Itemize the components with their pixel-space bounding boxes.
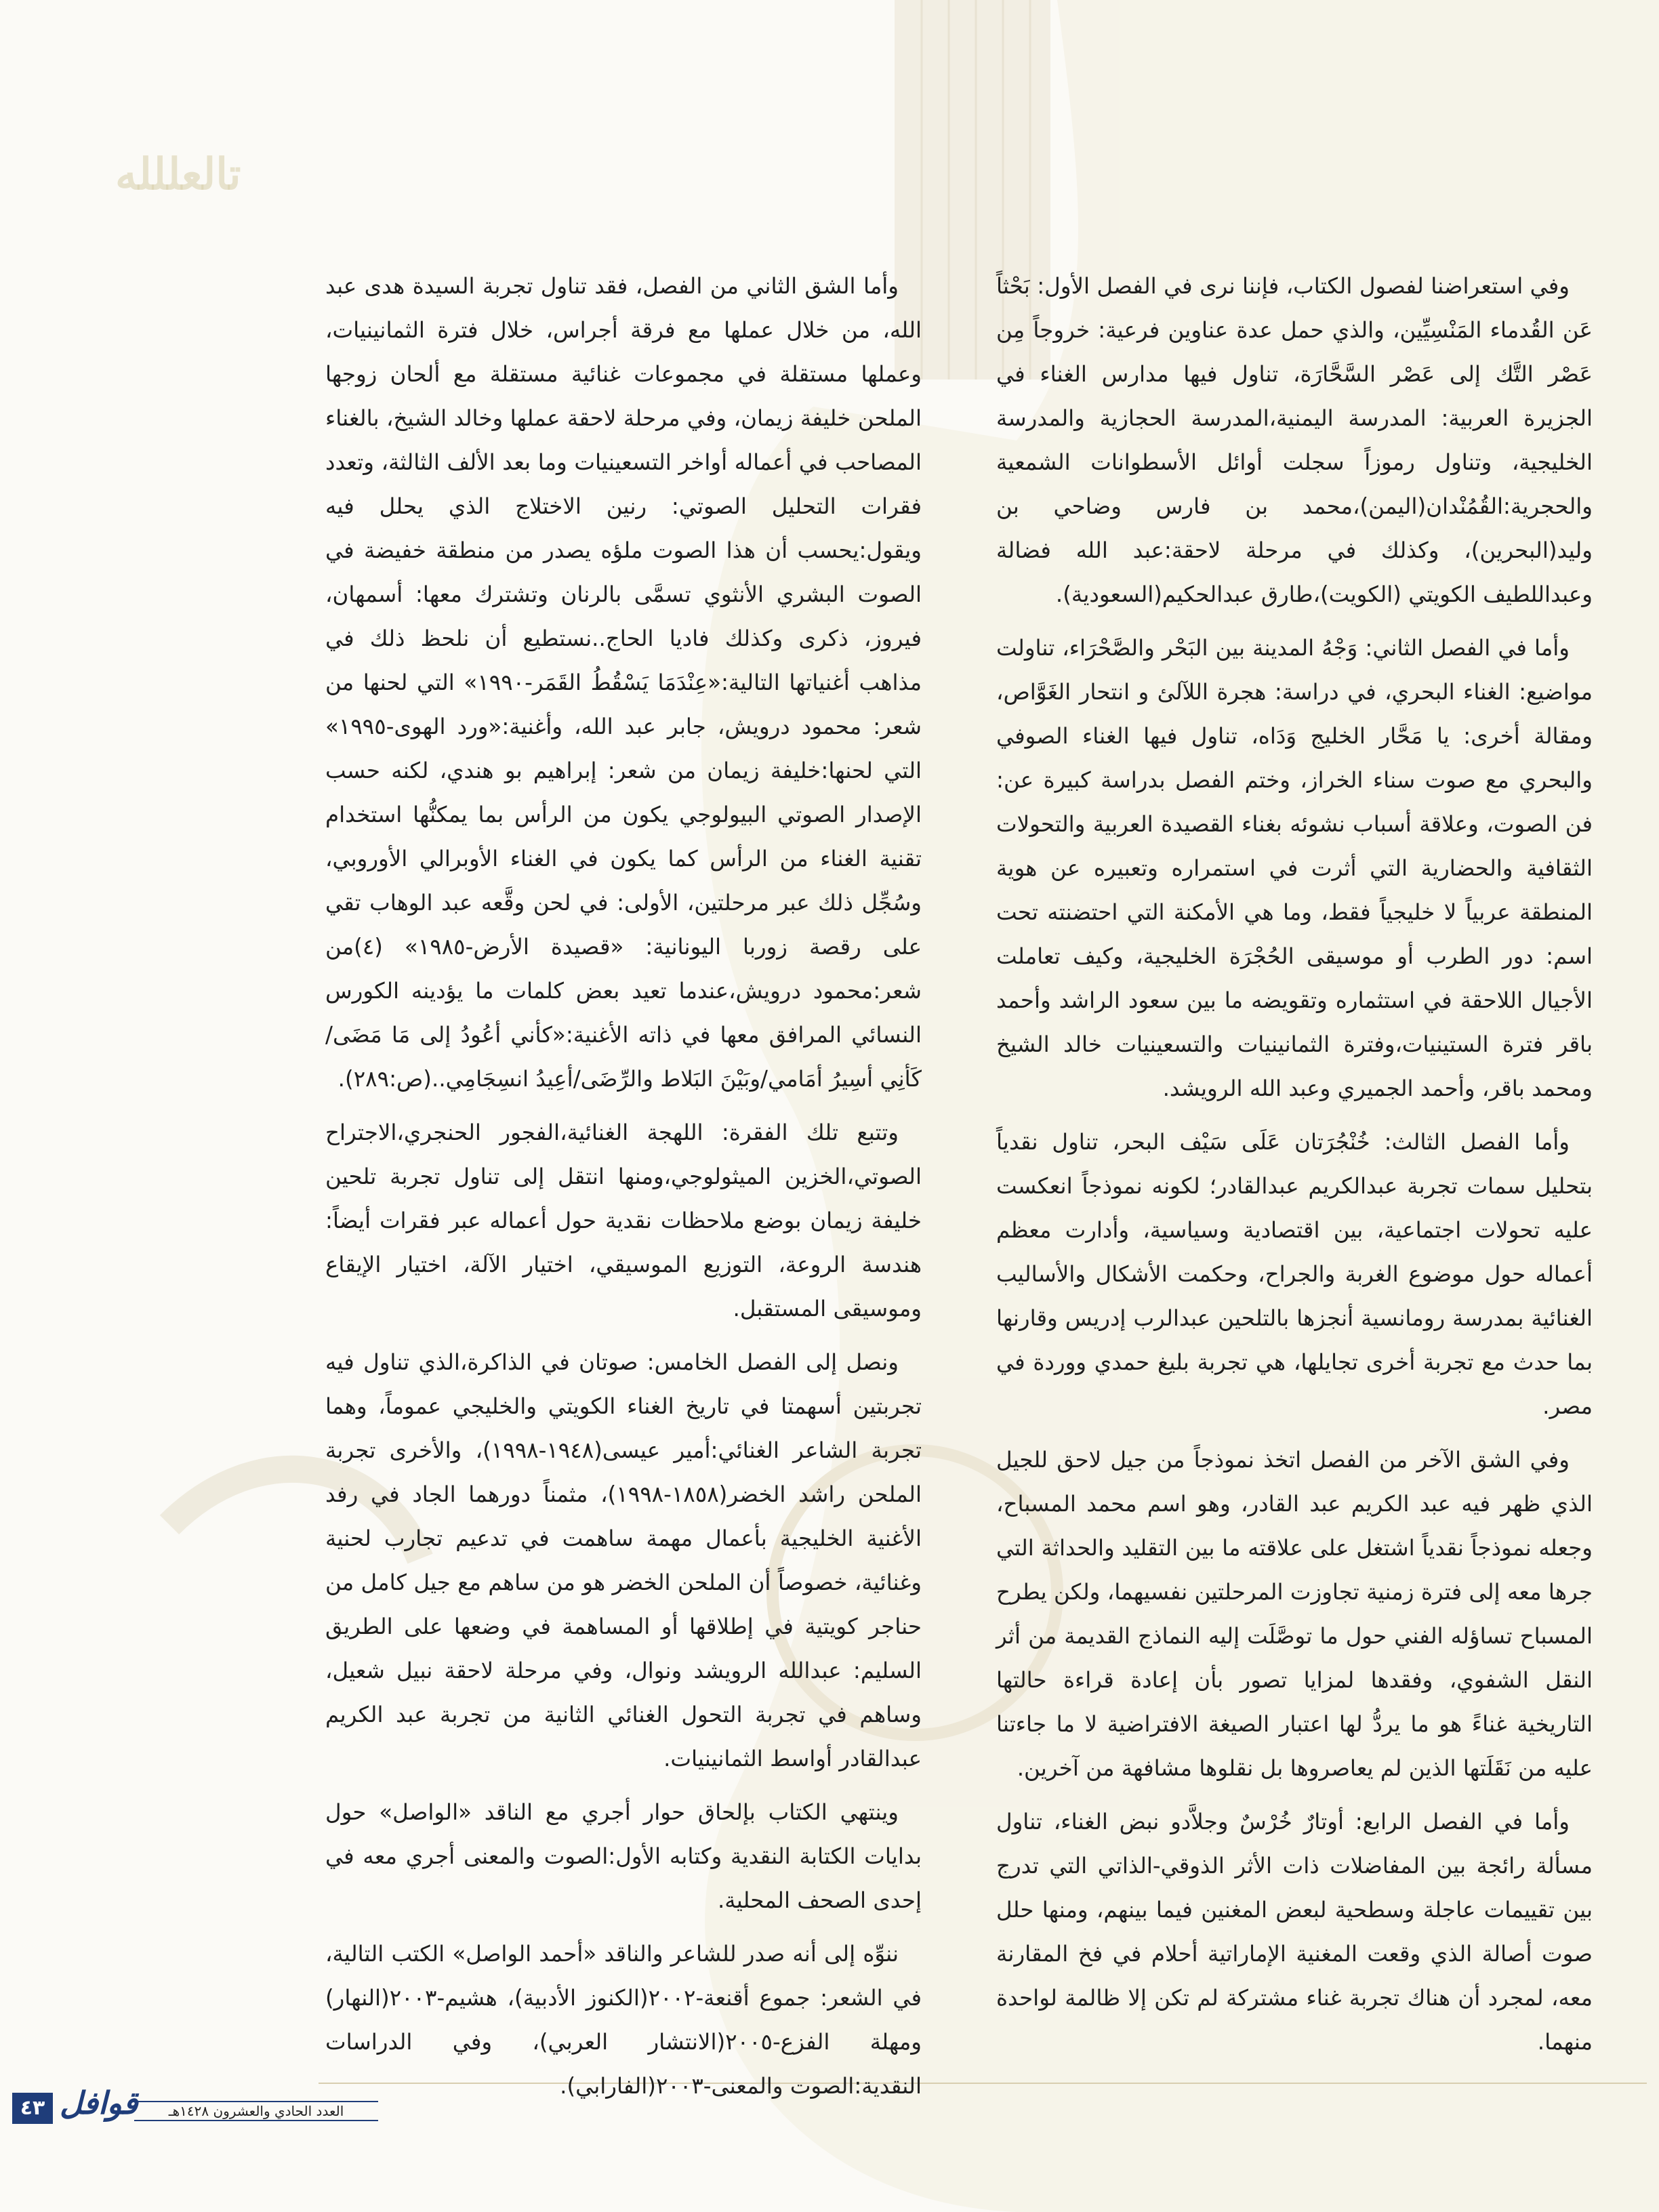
paragraph: وفي الشق الآخر من الفصل اتخذ نموذجاً من جيل لاحق للجيل الذي ظهر فيه عبد الكريم عبد القادر، وهو اسم محمد المسباح، وجعله نموذجاً نقدياً اشتغل على علاقته ما بين التقليد والحداثة التي جرها معه إلى فترة زمنية تجاوزت المرحلتين نفسيهما، ولكن يطرح المسباح تساؤله الفني حول ما توصَّلَت إليه النماذج القديمة من أثر النقل الشفوي، وفقدها لمزايا تصور بأن إعادة قراءة حالتها التاريخية غناءً هو ما يردُّ لها اعتبار الصيغة الافتراضية لا ما جاءتنا عليه من نَقَلَتها الذين لم يعاصروها بل نقلوها مشافهة من آخرين. xyxy=(996,1447,1593,1781)
article-column-left xyxy=(325,264,922,2118)
paragraph: ننوِّه إلى أنه صدر للشاعر والناقد «أحمد الواصل» الكتب التالية، في الشعر: جموع أقنعة-٢٠٠٢(الكنوز الأدبية)، هشيم-٢٠٠٣(النهار) ومهلة الفزع-٢٠٠٥(الانتشار العربي)، وفي الدراسات النقدية:الصوت والمعنى-٢٠٠٣(الفارابي). xyxy=(325,1941,922,2099)
magazine-logo: قوافل xyxy=(60,2085,138,2121)
paragraph: وأما الفصل الثالث: خُنْجُرَتان عَلَى سَيْف البحر، تناول نقدياً بتحليل سمات تجربة عبدالكريم عبدالقادر؛ لكونه نموذجاً انعكست عليه تحولات اجتماعية، بين اقتصادية وسياسية، وأدارت معظم أعماله حول موضوع الغربة والجراح، وحكمت الأشكال والأساليب الغنائية بمدرسة رومانسية أنجزها بالتلحين عبدالرب إدريس وقارنها بما حدث مع تجربة أخرى تجايلها، هي تجربة بليغ حمدي ووردة في مصر. xyxy=(996,1129,1593,1419)
article-column-right xyxy=(996,264,1593,2074)
paragraph: وتتبع تلك الفقرة: اللهجة الغنائية،الفجور الحنجري،الاجتراح الصوتي،الخزين الميثولوجي،ومنها انتقل إلى تناول تجربة تلحين خليفة زيمان بوضع ملاحظات نقدية حول أعماله عبر فقرات أيضاً: هندسة الروعة، التوزيع الموسيقي، اختيار الآلة، اختيار الإيقاع وموسيقى المستقبل. xyxy=(325,1120,922,1322)
page-number: ٤٣ xyxy=(12,2093,53,2124)
paragraph: وأما في الفصل الثاني: وَجْهُ المدينة بين البَحْر والصَّحْرَاء، تناولت مواضيع: الغناء البحري، في دراسة: هجرة اللآلئ و انتحار الغَوَّاص، ومقالة أخرى: يا مَحَّار الخليج وَدَاه، تناول فيها الغناء الصوفي والبحري مع صوت سناء الخراز، وختم الفصل بدراسة كبيرة عن: فن الصوت، وعلاقة أسباب نشوئه بغناء القصيدة العربية والتحولات الثقافية والحضارية التي أثرت في استمراره وتعبيره عن هوية المنطقة عربياً لا خليجياً فقط، وما هي الأمكنة التي احتضنته تحت اسم: دور الطرب أو موسيقى الحُجْرَة الخليجية، وكيف تعاملت الأجيال اللاحقة في استثماره وتقويضه ما بين سعود الراشد وأحمد باقر فترة الستينيات،وفترة الثمانينيات والتسعينيات خالد الشيخ ومحمد باقر، وأحمد الجميري وعبد الله الرويشد. xyxy=(996,635,1593,1101)
paragraph: وفي استعراضنا لفصول الكتاب، فإننا نرى في الفصل الأول: بَحْثاً عَن القُدماء المَنْسِيِّين، والذي حمل عدة عناوين فرعية: خروجاً مِن عَصْر التَّك إلى عَصْر السَّحَّارَة، تناول فيها مدارس الغناء في الجزيرة العربية: المدرسة اليمنية،المدرسة الحجازية والمدرسة الخليجية، وتناول رموزاً سجلت أوائل الأسطوانات الشمعية والحجرية:القُمُنْدان(اليمن)،محمد بن فارس وضاحي بن وليد(البحرين)، وكذلك في مرحلة لاحقة:عبد الله فضالة وعبداللطيف الكويتي (الكويت)،طارق عبدالحكيم(السعودية). xyxy=(996,273,1593,607)
paragraph: وأما في الفصل الرابع: أوتارٌ خُرْسٌ وجلاَّدو نبض الغناء، تناول مسألة رائجة بين المفاضلات ذات الأثر الذوقي-الذاتي التي تدرج بين تقييمات عاجلة وسطحية لبعض المغنين فيما بينهم، ومنها حلل صوت أصالة الذي وقعت المغنية الإماراتية أحلام في فخ المقارنة معه، لمجرد أن هناك تجربة غناء مشتركة لم تكن إلا ظالمة لواحدة منهما. xyxy=(996,1809,1593,2055)
watermark-logo: تالعللله xyxy=(115,149,241,200)
paragraph: وينتهي الكتاب بإلحاق حوار أجري مع الناقد «الواصل» حول بدايات الكتابة النقدية وكتابه الأول:الصوت والمعنى أجري معه في إحدى الصحف المحلية. xyxy=(325,1799,922,1913)
paragraph: ونصل إلى الفصل الخامس: صوتان في الذاكرة،الذي تناول فيه تجربتين أسهمتا في تاريخ الغناء الكويتي والخليجي عموماً، وهما تجربة الشاعر الغنائي:أمير عيسى(١٩٤٨-١٩٩٨)، والأخرى تجربة الملحن راشد الخضر(١٨٥٨-١٩٩٨)، مثمناً دورهما الجاد في رفد الأغنية الخليجية بأعمال مهمة ساهمت في تدعيم تجارب لحنية وغنائية، خصوصاً أن الملحن الخضر هو من ساهم مع جيل كامل من حناجر كويتية في إطلاقها أو المساهمة في وضعها على الطريق السليم: عبدالله الرويشد ونوال، وفي مرحلة لاحقة نبيل شعيل، وساهم في تجربة التحول الغنائي الثانية من تجربة عبد الكريم عبدالقادر أواسط الثمانينيات. xyxy=(325,1349,922,1771)
issue-label: العدد الحادي والعشرون ١٤٢٨هـ xyxy=(134,2101,378,2121)
paragraph: وأما الشق الثاني من الفصل، فقد تناول تجربة السيدة هدى عبد الله، من خلال عملها مع فرقة أجراس، خلال فترة الثمانينيات، وعملها مستقلة في مجموعات غنائية مستقلة مع ألحان زوجها الملحن خليفة زيمان، وفي مرحلة لاحقة عملها وخالد الشيخ، بالغناء المصاحب في أعماله أواخر التسعينيات وما بعد الألف الثالثة، وتعدد فقرات التحليل الصوتي: رنين الاختلاج الذي يحلل فيه ويقول:يحسب أن هذا الصوت ملؤه يصدر من منطقة خفيضة في الصوت البشري الأنثوي تسمَّى بالرنان وتشترك معها: أسمهان، فيروز، ذكرى وكذلك فاديا الحاج..نستطيع أن نلحظ ذلك في مذاهب أغنياتها التالية:«عِنْدَمَا يَسْقُطُ القَمَر-١٩٩٠» التي لحنها من شعر: محمود درويش، جابر عبد الله، وأغنية:«ورد الهوى-١٩٩٥» التي لحنها:خليفة زيمان من شعر: إبراهيم بو هندي، لكنه حسب الإصدار الصوتي البيولوجي يكون من الرأس بما يمكنُّها استخدام تقنية الغناء من الرأس كما يكون في الغناء الأوبرالي الأوروبي، وسُجِّل ذلك عبر مرحلتين، الأولى: في لحن وقَّعه عبد الوهاب تقي على رقصة زوربا اليونانية: «قصيدة الأرض-١٩٨٥» (٤)من شعر:محمود درويش،عندما تعيد بعض كلمات ما يؤدينه الكورس النسائي المرافق معها في ذاته الأغنية:«كأني أعُودُ إلى مَا مَضَى/كَأنِي أسِيرُ أمَامي/وبَيْنَ البَلاط والرِّضَى/أعِيدُ انسِجَامِي..(ص:٢٨٩). xyxy=(325,273,922,1092)
page-footer xyxy=(12,2085,392,2128)
